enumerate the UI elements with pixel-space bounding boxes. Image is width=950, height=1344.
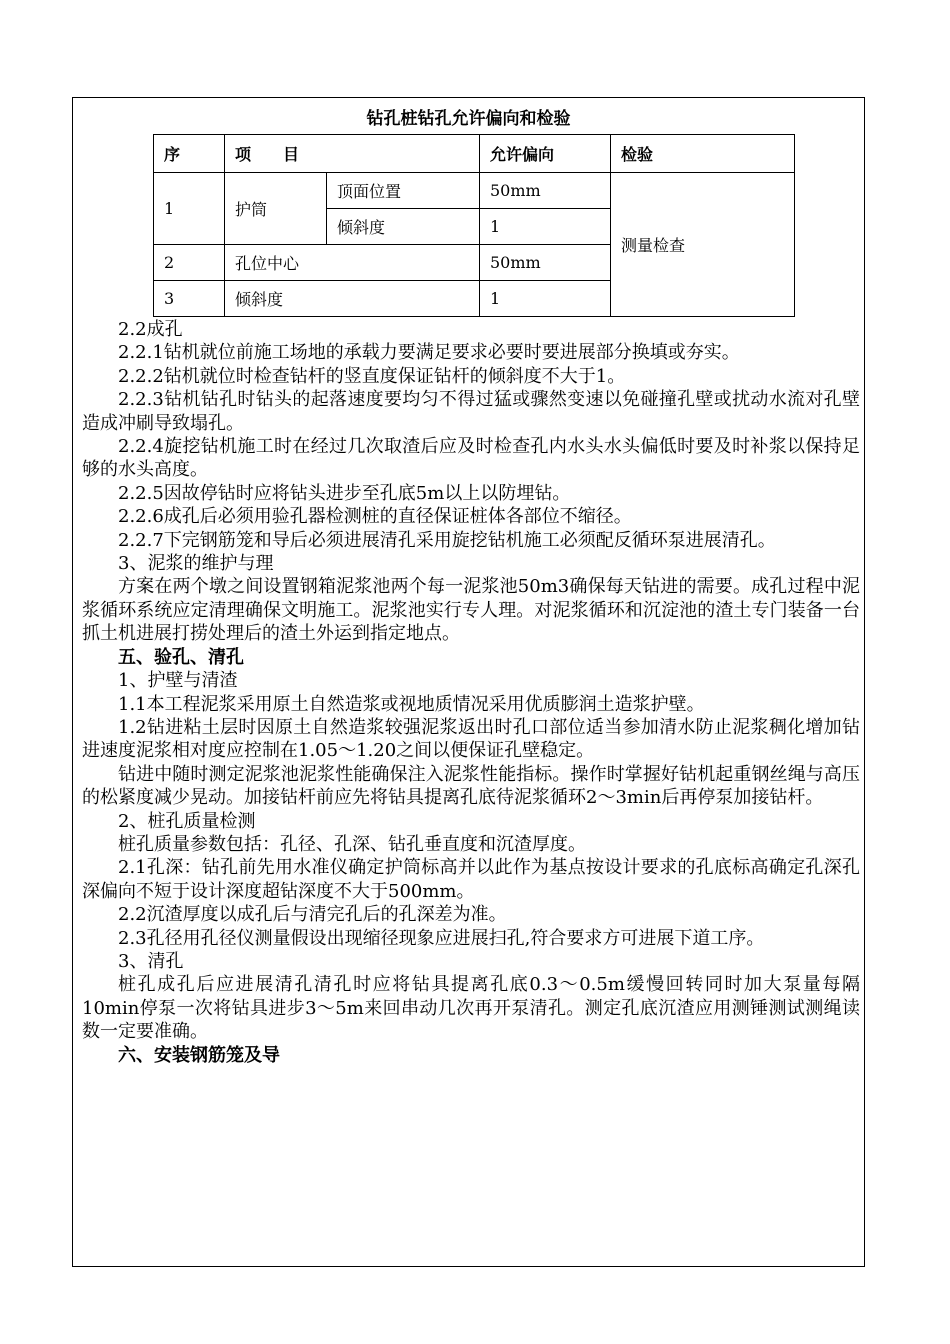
paragraph: 桩孔成孔后应进展清孔清孔时应将钻具提离孔底0.3～0.5m缓慢回转同时加大泵量每隔10min停泵一次将钻具进步3～5m来回串动几次再开泵清孔。测定孔底沉渣应用测锤测试测绳读数一定要准确。 bbox=[82, 974, 860, 1043]
paragraph: 2.2.1钻机就位前施工场地的承载力要满足要求必要时要进展部分换填或夯实。 bbox=[118, 342, 740, 364]
cell-subitem: 倾斜度 bbox=[327, 209, 480, 245]
paragraph: 2.3孔径用孔径仪测量假设出现缩径现象应进展扫孔,符合要求方可进展下道工序。 bbox=[118, 927, 765, 949]
table-row bbox=[154, 173, 795, 209]
section-subheading: 3、泥浆的维护与理 bbox=[118, 553, 274, 575]
header-item: 项 目 bbox=[225, 135, 480, 173]
section-subheading: 3、清孔 bbox=[118, 950, 184, 972]
cell-subitem: 顶面位置 bbox=[327, 173, 480, 209]
paragraph: 2.2.5因故停钻时应将钻头进步至孔底5m以上以防埋钻。 bbox=[118, 482, 571, 504]
section-heading: 五、验孔、清孔 bbox=[118, 646, 244, 668]
header-deviation: 允许偏向 bbox=[480, 135, 611, 173]
cell-seq: 2 bbox=[154, 245, 225, 281]
deviation-table bbox=[153, 134, 795, 317]
header-check: 检验 bbox=[611, 135, 795, 173]
paragraph: 2.2.2钻机就位时检查钻杆的竖直度保证钻杆的倾斜度不大于1。 bbox=[118, 365, 626, 387]
paragraph: 2.2.6成孔后必须用验孔器检测桩的直径保证桩体各部位不缩径。 bbox=[118, 506, 632, 528]
paragraph: 钻进中随时测定泥浆池泥浆性能确保注入泥浆性能指标。操作时掌握好钻机起重钢丝绳与高压的松紧度减少晃动。加接钻杆前应先将钻具提离孔底待泥浆循环2～3min后再停泵加接钻杆。 bbox=[82, 763, 860, 809]
section-subheading: 2.2成孔 bbox=[118, 319, 183, 340]
section-subheading: 1、护壁与清渣 bbox=[118, 670, 238, 692]
cell-check: 测量检查 bbox=[611, 173, 795, 317]
paragraph: 方案在两个墩之间设置钢箱泥浆池两个每一泥浆池50m3确保每天钻进的需要。成孔过程中泥浆循环系统应定清理确保文明施工。泥浆池实行专人理。对泥浆循环和沉淀池的渣土专门装备一台抓土机进展打捞处理后的渣土外运到指定地点。 bbox=[82, 576, 860, 645]
table-header-row bbox=[154, 135, 795, 173]
cell-deviation: 50mm bbox=[480, 245, 611, 281]
cell-deviation: 50mm bbox=[480, 173, 611, 209]
paragraph: 桩孔质量参数包括：孔径、孔深、钻孔垂直度和沉渣厚度。 bbox=[118, 833, 586, 855]
paragraph: 2.2.7下完钢筋笼和导后必须进展清孔采用旋挖钻机施工必须配反循环泵进展清孔。 bbox=[118, 529, 776, 551]
section-heading: 六、安装钢筋笼及导 bbox=[118, 1044, 280, 1066]
cell-item: 倾斜度 bbox=[225, 281, 480, 317]
cell-item: 护筒 bbox=[225, 173, 327, 245]
cell-deviation: 1 bbox=[480, 281, 611, 317]
paragraph: 1.2钻进粘土层时因原土自然造浆较强泥浆返出时孔口部位适当参加清水防止泥浆稠化增加钻进速度泥浆相对度应控制在1.05～1.20之间以便保证孔壁稳定。 bbox=[82, 716, 860, 762]
cell-item: 孔位中心 bbox=[225, 245, 480, 281]
paragraph: 2.2沉渣厚度以成孔后与清完孔后的孔深差为准。 bbox=[118, 904, 507, 926]
cell-seq: 1 bbox=[154, 173, 225, 245]
cell-deviation: 1 bbox=[480, 209, 611, 245]
body-text bbox=[82, 318, 860, 1067]
table-title: 钻孔桩钻孔允许偏向和检验 bbox=[366, 109, 571, 129]
cell-seq: 3 bbox=[154, 281, 225, 317]
paragraph: 1.1本工程泥浆采用原土自然造浆或视地质情况采用优质膨润土造浆护壁。 bbox=[118, 693, 705, 715]
paragraph: 2.2.4旋挖钻机施工时在经过几次取渣后应及时检查孔内水头水头偏低时要及时补浆以保持足够的水头高度。 bbox=[82, 436, 860, 481]
section-subheading: 2、桩孔质量检测 bbox=[118, 810, 256, 832]
header-seq: 序 bbox=[154, 135, 225, 173]
paragraph: 2.2.3钻机钻孔时钻头的起落速度要均匀不得过猛或骤然变速以免碰撞孔壁或扰动水流对孔壁造成冲刷导致塌孔。 bbox=[82, 389, 860, 434]
paragraph: 2.1孔深：钻孔前先用水准仪确定护筒标高并以此作为基点按设计要求的孔底标高确定孔深孔深偏向不短于设计深度超钻深度不大于500mm。 bbox=[82, 857, 860, 902]
